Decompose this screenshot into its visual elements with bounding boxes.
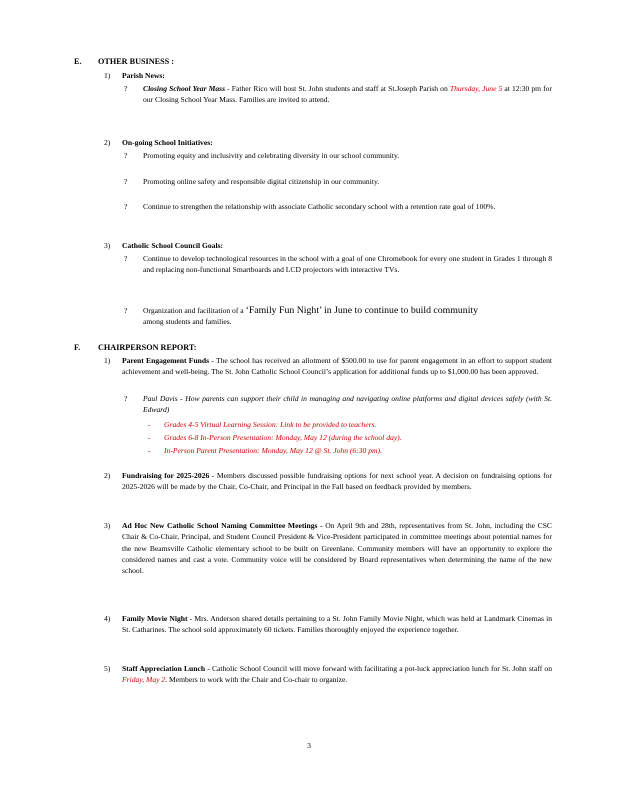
- closing-mass-bullet: [124, 83, 552, 106]
- engagement-funds-heading: Parent Engagement Funds: [122, 356, 210, 365]
- item-number: 5): [104, 664, 111, 673]
- paul-davis-text: Paul Davis - How parents can support their child in managing and navigating online platforms and digital devices safely (with St. Edward): [143, 394, 552, 415]
- bullet-marker: ?: [124, 254, 128, 263]
- item-number: 4): [104, 614, 111, 623]
- section-e-title: OTHER BUSINESS :: [98, 57, 174, 66]
- initiative-equity-text: Promoting equity and inclusivity and celebrating diversity in our school community.: [143, 151, 400, 160]
- fundraising-text: - Members discussed possible fundraising options for next school year. A decision on fundraising options for 2025-2026 will be made by the Chair, Co-Chair, and Principal in the Fall based on feedback provided by members.: [122, 471, 552, 492]
- bullet-marker: ?: [124, 394, 128, 403]
- dash-item: - Grades 4-5 Virtual Learning Session: Link to be provided to teachers.: [148, 420, 377, 429]
- fundraising-item: [104, 470, 552, 493]
- dash-item: - Grades 6-8 In-Person Presentation: Monday, May 12 (during the school day).: [148, 433, 402, 442]
- council-goal-bullet: [124, 305, 552, 328]
- engagement-funds-text: - The school has received an allotment of $500.00 to use for parent engagement in an effort to support student achievement and well-being. The St. John Catholic School Council’s application for additional funds up to $1,000.00 has been approved.: [122, 356, 552, 377]
- council-goal-technology-text: Continue to develop technological resources in the school with a goal of one Chromebook for every one student in Grades 1 through 8 and replacing non-functional Smartboards and LCD projectors with interactive TVs.: [143, 254, 552, 275]
- naming-committee-heading: Ad Hoc New Catholic School Naming Committee Meetings: [122, 521, 318, 530]
- ongoing-initiatives-heading: On-going School Initiatives:: [122, 138, 213, 147]
- bullet-marker: ?: [124, 306, 128, 315]
- naming-committee-item: [104, 520, 552, 576]
- bullet-marker: ?: [124, 202, 128, 211]
- closing-mass-date: Thursday, June 5: [449, 84, 503, 93]
- grades-6-8-presentation: Grades 6-8 In-Person Presentation: Monday, May 12 (during the school day).: [164, 433, 402, 442]
- dash-item: - In-Person Parent Presentation: Monday, May 12 @ St. John (6:30 pm).: [148, 446, 382, 455]
- section-f-title: CHAIRPERSON REPORT:: [98, 343, 197, 352]
- section-f-heading: [74, 343, 197, 352]
- movie-night-item: [104, 613, 552, 636]
- item-number: 2): [104, 471, 111, 480]
- section-f-letter: F.: [74, 343, 81, 352]
- section-e-letter: E.: [74, 57, 82, 66]
- initiative-bullet: [124, 201, 552, 212]
- section-e-heading: [74, 57, 174, 66]
- initiative-bullet: [124, 176, 552, 187]
- bullet-marker: ?: [124, 151, 128, 160]
- council-goal-fun-night-b: ‘Family Fun Night’ in June to continue to build community: [245, 305, 479, 316]
- page-number: 3: [307, 741, 311, 750]
- closing-mass-text-a: - Father Rico will host St. John students and staff at St.Joseph Parish on: [225, 84, 450, 93]
- item-number: 3): [104, 241, 111, 250]
- bullet-marker: ?: [124, 177, 128, 186]
- item-number: 1): [104, 356, 111, 365]
- staff-lunch-text-b: . Members to work with the Chair and Co-chair to organize.: [165, 675, 348, 685]
- initiative-safety-text: Promoting online safety and responsible digital citizenship in our community.: [143, 177, 380, 186]
- council-goal-bullet: [124, 253, 552, 276]
- staff-lunch-item: [104, 663, 552, 686]
- item-number: 3): [104, 521, 111, 530]
- bullet-marker: ?: [124, 84, 128, 93]
- council-goals-item: [104, 240, 552, 251]
- engagement-funds-item: [104, 355, 552, 378]
- staff-lunch-heading: Staff Appreciation Lunch: [122, 664, 206, 673]
- item-number: 2): [104, 138, 111, 147]
- council-goal-fun-night-c: among students and families.: [143, 317, 232, 327]
- movie-night-heading: Family Movie Night: [122, 614, 188, 623]
- initiative-relationship-text: Continue to strengthen the relationship with associate Catholic secondary school with a retention rate goal of 100%.: [143, 202, 496, 211]
- closing-mass-text-b: at 12:30 pm for our Closing School Year Mass. Families are invited to attend.: [143, 84, 552, 105]
- movie-night-text: - Mrs. Anderson shared details pertaining to a St. John Family Movie Night, which was held at Landmark Cinemas in St. Catharines. The school sold approximately 60 tickets. Families thoroughly enjoyed the experience together.: [122, 614, 552, 635]
- closing-mass-title: Closing School Year Mass: [143, 84, 226, 93]
- naming-committee-text: - On April 9th and 28th, representatives from St. John, including the CSC Chair & Co-Chair, Principal, and Student Council President & Vice-President participated in committee meetings about potential names for the new Beamsville Catholic elementary school to be built on Greenlane. Community members will have an opportunity to explore the considered names and cast a vote. Community voice will be considered by Board representatives when determining the name of the new school.: [122, 521, 552, 576]
- council-goals-heading: Catholic School Council Goals:: [122, 241, 224, 250]
- parish-news-item: [104, 70, 552, 81]
- council-goal-fun-night-a: Organization and facilitation of a: [143, 306, 246, 315]
- item-number: 1): [104, 71, 111, 80]
- parent-presentation: In-Person Parent Presentation: Monday, May 12 @ St. John (6:30 pm).: [164, 446, 382, 455]
- initiative-bullet: [124, 150, 552, 161]
- parish-news-heading: Parish News:: [122, 71, 165, 80]
- fundraising-heading: Fundraising for 2025-2026: [122, 471, 210, 480]
- grades-4-5-session: Grades 4-5 Virtual Learning Session: Link to be provided to teachers.: [164, 420, 377, 429]
- ongoing-initiatives-item: [104, 137, 552, 148]
- staff-lunch-date: Friday, May 2: [122, 675, 166, 685]
- paul-davis-bullet: [124, 393, 552, 416]
- staff-lunch-text-a: - Catholic School Council will move forward with facilitating a pot-luck appreciation lunch for St. John staff on: [205, 664, 552, 673]
